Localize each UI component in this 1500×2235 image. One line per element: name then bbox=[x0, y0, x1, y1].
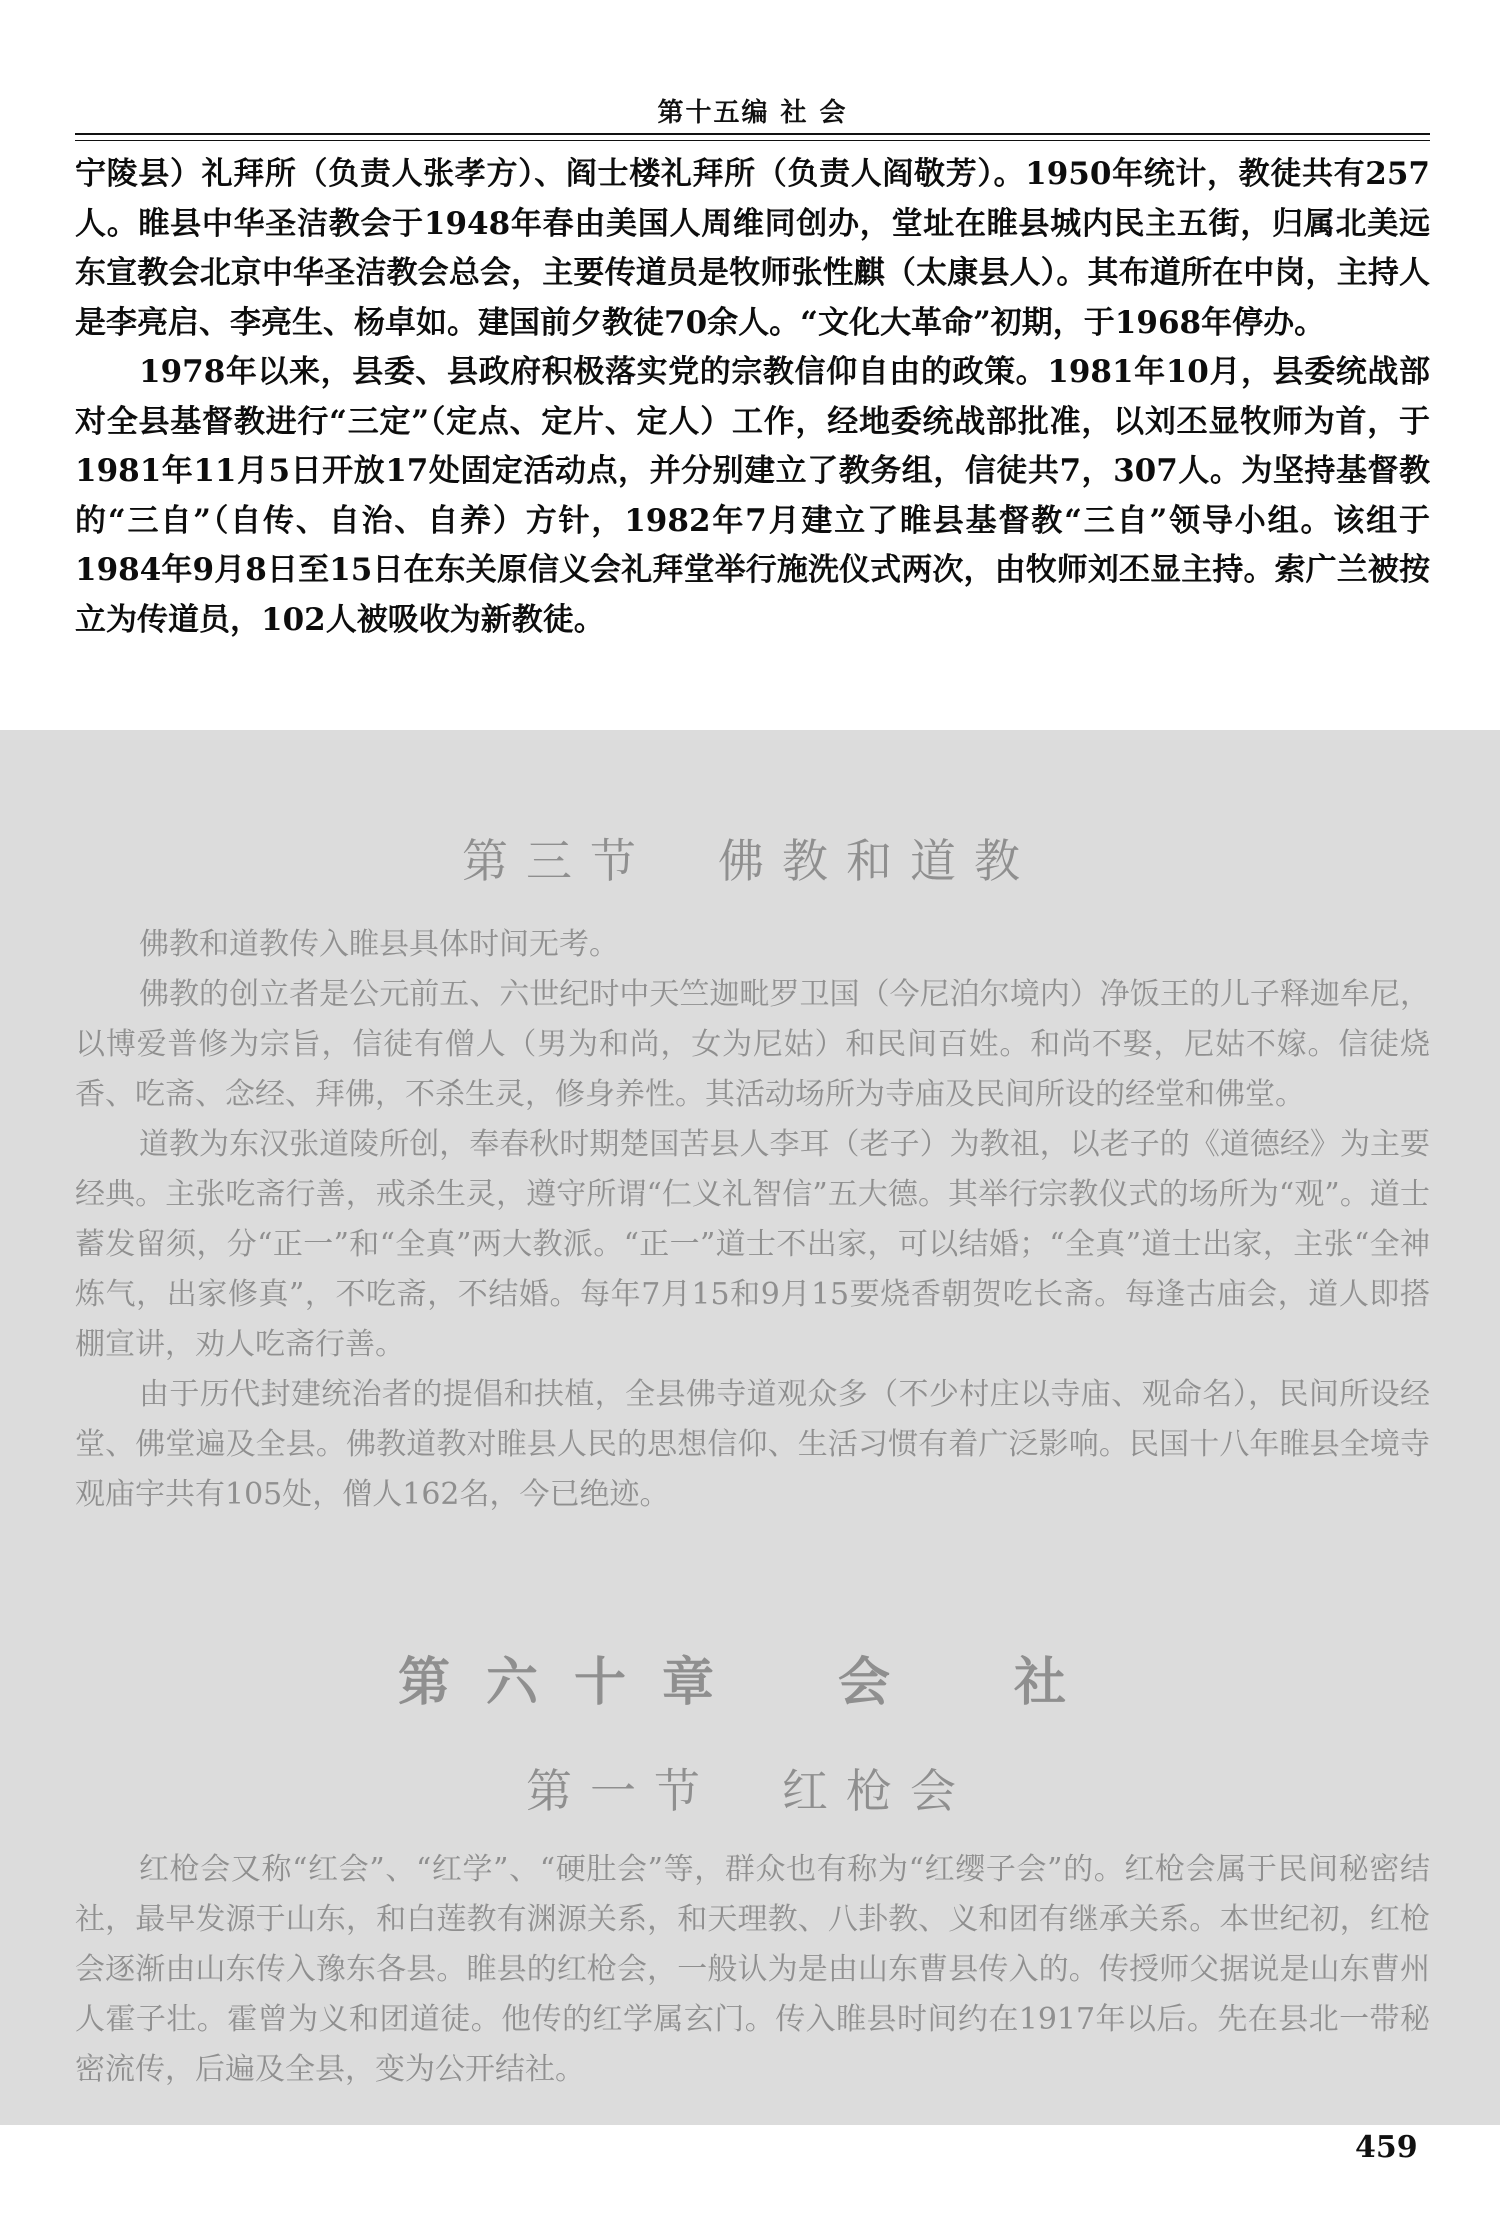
paragraph: 宁陵县）礼拜所（负责人张孝方）、阎士楼礼拜所（负责人阎敬芳）。1950年统计，教徒共有257人。睢县中华圣洁教会于1948年春由美国人周维同创办，堂址在睢县城内民主五街，归属北美远东宣教会北京中华圣洁教会总会，主要传道员是牧师张性麒（太康县人）。其布道所在中岗，主持人是李亮启、李亮生、杨卓如。建国前夕教徒70余人。“文化大革命”初期，于1968年停办。 bbox=[75, 156, 1430, 341]
paragraph: 道教为东汉张道陵所创，奉春秋时期楚国苦县人李耳（老子）为教祖，以老子的《道德经》为主要经典。主张吃斋行善，戒杀生灵，遵守所谓“仁义礼智信”五大德。其举行宗教仪式的场所为“观”。道士蓄发留须，分“正一”和“全真”两大教派。“正一”道士不出家，可以结婚；“全真”道士出家，主张“全神炼气，出家修真”，不吃斋，不结婚。每年7月15和9月15要烧香朝贺吃长斋。每逢古庙会，道人即搭棚宣讲，劝人吃斋行善。 bbox=[75, 1127, 1430, 1362]
chapter-heading-associations: 第六十章 会 社 bbox=[397, 1652, 1102, 1713]
section-heading-buddhism-taoism: 第三节 佛教和道教 bbox=[462, 834, 1038, 888]
red-spear-society-text bbox=[75, 1845, 1430, 2095]
header-rule-thick bbox=[75, 133, 1430, 135]
paragraph: 红枪会又称“红会”、“红学”、“硬肚会”等，群众也有称为“红缨子会”的。红枪会属于民间秘密结社，最早发源于山东，和白莲教有渊源关系，和天理教、八卦教、义和团有继承关系。本世纪初，红枪会逐渐由山东传入豫东各县。睢县的红枪会，一般认为是由山东曹县传入的。传授师父据说是山东曹州人霍子壮。霍曾为义和团道徒。他传的红学属玄门。传入睢县时间约在1917年以后。先在县北一带秘密流传，后遍及全县，变为公开结社。 bbox=[75, 1852, 1430, 2087]
paragraph: 佛教和道教传入睢县具体时间无考。 bbox=[139, 927, 619, 962]
paragraph: 1978年以来，县委、县政府积极落实党的宗教信仰自由的政策。1981年10月，县委统战部对全县基督教进行“三定”（定点、定片、定人）工作，经地委统战部批准，以刘丕显牧师为首，于1981年11月5日开放17处固定活动点，并分别建立了教务组，信徒共7，307人。为坚持基督教的“三自”（自传、自治、自养）方针，1982年7月建立了睢县基督教“三自”领导小组。该组于1984年9月8日至15日在东关原信义会礼拜堂举行施洗仪式两次，由牧师刘丕显主持。索广兰被按立为传道员，102人被吸收为新教徒。 bbox=[75, 354, 1430, 638]
paragraph: 由于历代封建统治者的提倡和扶植，全县佛寺道观众多（不少村庄以寺庙、观命名），民间所设经堂、佛堂遍及全县。佛教道教对睢县人民的思想信仰、生活习惯有着广泛影响。民国十八年睢县全境寺观庙宇共有105处，僧人162名，今已绝迹。 bbox=[75, 1377, 1430, 1512]
buddhism-taoism-text bbox=[75, 920, 1430, 1520]
page-number: 459 bbox=[1355, 2130, 1418, 2165]
running-header: 第十五编 社 会 bbox=[657, 98, 848, 128]
header-rule-thin bbox=[75, 140, 1430, 141]
christianity-continued-text bbox=[75, 150, 1430, 645]
section-heading-red-spear-society: 第一节 红枪会 bbox=[526, 1764, 974, 1818]
paragraph: 佛教的创立者是公元前五、六世纪时中天竺迦毗罗卫国（今尼泊尔境内）净饭王的儿子释迦牟尼，以博爱普修为宗旨，信徒有僧人（男为和尚，女为尼姑）和民间百姓。和尚不娶，尼姑不嫁。信徒烧香、吃斋、念经、拜佛，不杀生灵，修身养性。其活动场所为寺庙及民间所设的经堂和佛堂。 bbox=[75, 977, 1430, 1112]
